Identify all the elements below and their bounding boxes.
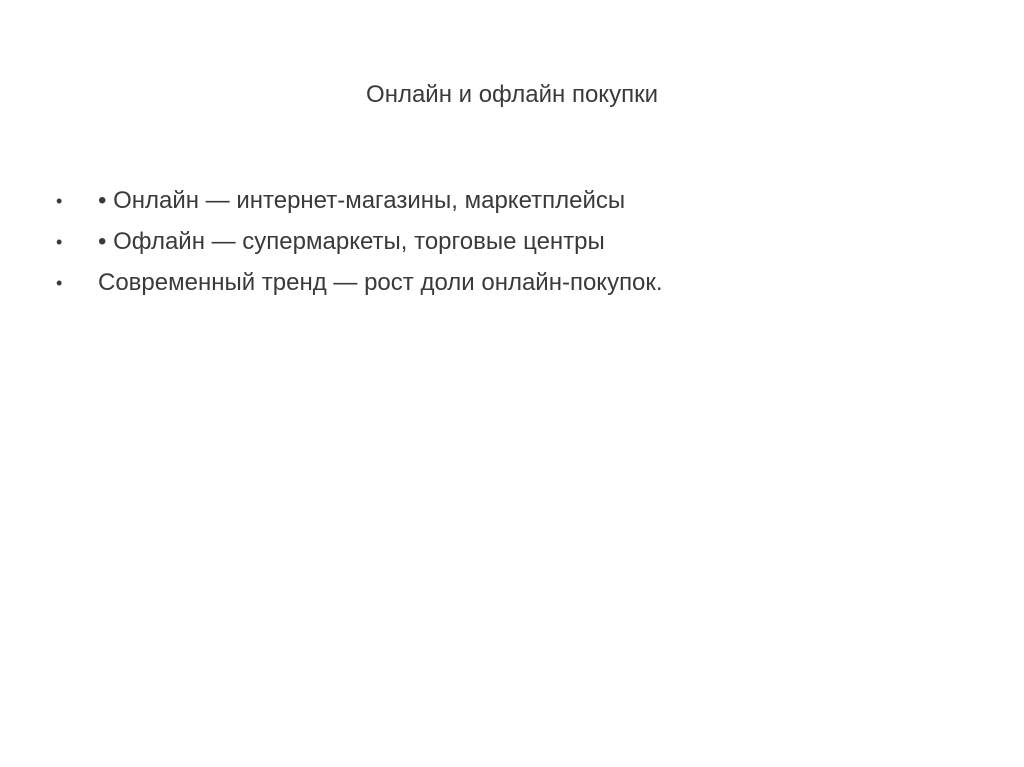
bullet-marker-icon: •	[56, 232, 63, 252]
bullet-text: Современный тренд — рост доли онлайн-покупок.	[98, 269, 663, 296]
bullet-item	[56, 265, 956, 306]
bullet-item	[56, 183, 956, 224]
bullet-marker-icon: •	[56, 273, 63, 293]
slide-title: Онлайн и офлайн покупки	[366, 81, 658, 108]
bullet-marker-icon: •	[56, 191, 63, 211]
bullet-text: • Онлайн — интернет-магазины, маркетплейсы	[98, 187, 626, 214]
bullet-text: • Офлайн — супермаркеты, торговые центры	[98, 228, 605, 255]
bullet-item	[56, 224, 956, 265]
bullet-list	[56, 183, 956, 306]
